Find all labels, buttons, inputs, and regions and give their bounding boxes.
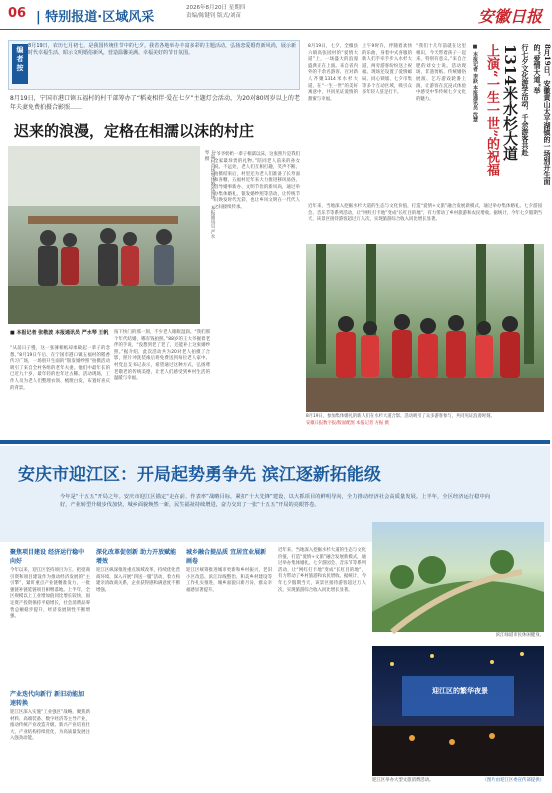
newspaper-logo: 安徽日报: [478, 7, 543, 26]
night-photo-banner-text: 迎江区的繁华夜景: [432, 687, 488, 695]
story3-section3-head: 深化改革促创新 助力开放赋能增效: [96, 549, 177, 565]
story2-photo-credit: 安徽日报数字报/版面配图 本报记者 方振 摄: [306, 421, 389, 426]
story3-photo-night: [372, 646, 544, 776]
story3-photo-greenway: [372, 522, 544, 632]
story1-lead: 8月19日，宁国市港口镇五福村的村干部筹办了“稻麦相伴·爱在七夕”主题灯会活动，为20对80周岁以上的老年夫妻免费拍摄合影照……: [10, 95, 300, 111]
elderly-couples-photo-illustration: [8, 146, 200, 324]
greenway-photo-illustration: [372, 522, 544, 632]
story3-section1-text: 今年以来，迎江区坚持项目为王，把招商引资和项目建设作为推动经济发展的“主引擎”，紧盯重点产业链精准发力，一批强链补链延链项目相继落地。上半年，全区规模以上工业增加值同比增长较快，固定资产投资保持平稳增长，社会消费品零售总额稳步提升，经济发展韧性不断增强。: [10, 568, 90, 620]
editor-credit: 责编/陈键钊 版式/刘苗: [186, 13, 241, 19]
section-divider: [0, 440, 550, 444]
story1-paragraph-1: “从前日子慢，这一张薄相纸却承载起一辈子的念想。”8月19日午后，在宁国市港口镇五福村的稻香传习广场，一场别开生面的“银发婚纱照”拍摄活动吸引了来自全村各组的老年夫妻。他们中最年长的已近九十岁，最年轻的也年过古稀。活动现场，工作人员为老人们整理衣领、梳理白发，布置好喜庆的背景。: [10, 346, 110, 391]
story3-photo-caption: 滨江绿道市民休闲健身。: [495, 633, 544, 638]
date-line: [186, 4, 245, 20]
story3-title: 安庆市迎江区：开局起势勇争先 滨江逐新拓能级: [18, 465, 381, 485]
story3-section4-text: 迎江区统筹推进城市更新和乡村振兴，老旧小区改造、滨江岸线整治、和美乡村建设等工作扎实推进，城乡面貌日新月异，群众幸福感显著提升。: [186, 568, 272, 593]
story2-paragraph-2: 上午9时许，伴随着欢快的乐曲，身着中式喜服的新人们手牵手步入水杉大道，两旁游客纷纷送上祝福。现场还设置了爱情邮局、同心锁墙、七夕市集等多个互动区域，吸引众多年轻人驻足打卡。: [362, 44, 412, 96]
story3-section2-head: 产业迭代向新行 新旧动能加速转换: [10, 691, 85, 707]
story2-paragraph-4: 近年来，当地深入挖掘水杉大道的生态与文化价值，打造“爱情+文旅”融合发展新模式，通过举办集体婚礼、七夕游园会、音乐节等系列活动，让“网红打卡地”变成“长红目的地”，有力带动了乡村旅游和农民增收。据统计，今年七夕假期当天，该景区接待游客超过万人次，实现旅游综合收入同比增长显著。: [308, 204, 542, 223]
story1-photo: [8, 146, 200, 324]
story2-title-line3: 上演“一生一世”的祝福: [484, 44, 499, 176]
night-event-photo-illustration: [372, 646, 544, 776]
story2-title-block: [308, 40, 552, 200]
story3-footer-note: （图片由迎江区委宣传部提供）: [482, 778, 544, 783]
story3-section1-head: 聚焦项目建设 经济运行稳中向好: [10, 549, 85, 565]
editor-note-label: 编者按: [12, 44, 28, 84]
story3-section3-text: 迎江区纵深推进重点领域改革，持续优化营商环境，深入开展“四送一服”活动，着力构建亲清政商关系，企业获得感和满意度不断增强。: [96, 568, 180, 593]
story1-photo-caption: 五福村首场集体婚礼现场。 本报通讯员 严水琴 摄: [204, 150, 215, 239]
story3-photo2-caption: 迎江区举办大型文旅消费活动。: [372, 778, 434, 783]
story2-photo-caption: 8月19日，参加集体婚礼的新人们在水杉大道合影。活动吸引了众多游客参与，共同见证浪漫时刻。: [306, 414, 495, 419]
issue-date: 2026年8月20日 星期四: [186, 5, 246, 11]
story3-section4-head: 城乡融合提品质 宜居宜业展新画卷: [186, 549, 267, 565]
story2-title-line1: 行七夕文化游学活动，千余游客共赴: [521, 44, 530, 156]
story2-title-right: 8月19日，安徽黄山太平湖镇的一场别开生面的“爱情大道”举: [533, 44, 552, 185]
story1-byline: ■ 本报记者 张敬波 本报通讯员 严水琴 王帆: [10, 330, 109, 336]
page-number: 06: [8, 6, 27, 21]
story1-title: 迟来的浪漫，定格在相濡以沫的村庄: [14, 122, 255, 140]
section-title: | 特别报道·区域风采: [36, 10, 155, 25]
editor-note-text: 8月19日，农历七月初七，是我国传统佳节中的七夕。我省各地举办丰富多彩的主题活动，弘扬恋爱婚育新风尚，展示新时代幸福生活、昭示文明婚俗新风，营造温馨美满、幸福美好的节日氛围。: [28, 43, 296, 56]
story1-paragraph-3: “爷爷奶奶一辈子相濡以沫，这张照片是我们全家最珍贵的礼物。”陪同老人前来的孙女说。不远处，老人们互相打趣，笑声不断。拍摄结束后，村里还为老人们准备了长寿面和喜糖。五福村近年来大力推进移风易俗，倡导婚事新办、文明节俭的新风尚，通过举办集体婚礼、银发婚纱照等活动，让传统节日焕发时代光彩，也让乡风文明在一代代人之间接续传承。: [214, 152, 300, 210]
story3-column-5: 近年来，当地深入挖掘水杉大道的生态与文化价值，打造“爱情+文旅”融合发展新模式，通过举办集体婚礼、七夕游园会、音乐节等系列活动，让“网红打卡地”变成“长红目的地”，有力带动了乡村旅游和农民增收。据统计，今年七夕假期当天，该景区接待游客超过万人次，实现旅游综合收入同比增长显著。: [278, 548, 366, 593]
story3-intro: 今年是“十五五”开局之年。安庆市迎江区锚定“走在前、作表率”战略目标，紧扣“十大先锋”建设，以大抓项目的鲜明导向，全力推动经济社会高质量发展。上半年，全区经济运行稳中向好，产业转型升级步伐加快，城乡面貌焕然一新，民生福祉持续增进，奋力交出了一张“十五五”开局的亮眼答卷。: [60, 494, 490, 508]
story3-section2-text: 迎江区深入实施“工业强区”战略，聚焦新材料、高端装备、数字经济等主导产业，推动传统产业改造升级、新兴产业培育壮大，产业结构持续优化，为高质量发展注入强劲动能。: [10, 710, 90, 742]
wedding-couples-photo-illustration: [306, 244, 544, 412]
story2-title-line2: 1314米水杉大道: [501, 44, 519, 161]
story2-paragraph-3: “我们十几年前就在这里相识，今天带着孩子一起来，特别有意义。”来自合肥的刘女士说。活动现场，非遗剪纸、传统婚俗展演、乞巧游戏轮番上演，让游客在沉浸式体验中感受中华传统七夕文化的魅力。: [416, 44, 466, 102]
story2-photo: [306, 244, 544, 412]
story2-paragraph-1: 8月19日，七夕，全椒县六镇高张园村的“爱情大道”上，一场盛大的浪漫盛典正在上演。来自省内外的千余名游客、百对新人齐聚1314米水杉大道，在“一生一世”的美好寓意中，共同见证爱情的甜蜜与幸福。: [308, 44, 358, 102]
story1-paragraph-2: 按下快门的那一刻，不少老人眼眶湿润。“我们那个年代结婚，哪有钱拍照。”88岁的王大爷握着老伴的手说，“没想到老了老了，还能补上这张婚纱照。”据介绍，此次活动共为20对老人拍摄了合影，照片冲洗装裱后将免费送到每位老人家中。村党总支书记表示，希望通过这种方式，弘扬尊老敬老的传统美德，让老人们感受到乡村生活的温暖与幸福。: [114, 330, 210, 382]
story2-byline: ■ 本报记者 李跃 本报通讯员 沈慧: [472, 44, 478, 122]
